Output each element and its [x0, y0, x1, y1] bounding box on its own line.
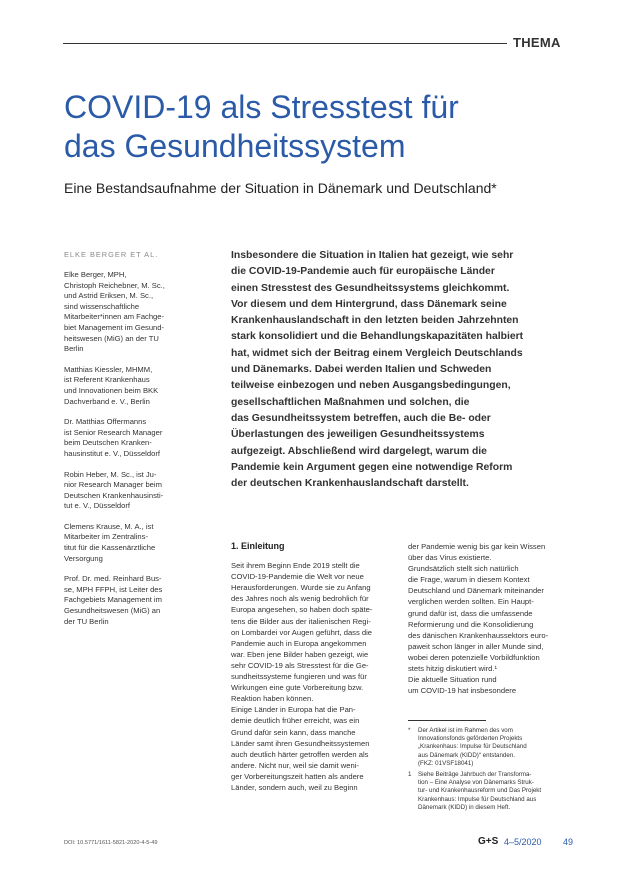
author-line: Mitarbeiter im Zentralins-: [64, 532, 148, 542]
footnote-text: [418, 727, 527, 768]
abstract-line: und Dänemarks. Dabei werden Italien und Schweden: [231, 364, 492, 376]
body-line: ger Vorbereitungszeit hatten als andere: [231, 771, 364, 781]
footnote: [408, 771, 570, 812]
footnote-line: Der Artikel ist im Rahmen des vom: [418, 727, 513, 734]
author-line: se, MPH FFPH, ist Leiter des: [64, 584, 163, 594]
author-line: Versorgung: [64, 553, 103, 563]
abstract-line: teilweise einbezogen und neben Ausgangsbedingungen,: [231, 380, 511, 392]
author-line: Dachverband e. V., Berlin: [64, 396, 150, 406]
abstract-line: der deutschen Krankenhauslandschaft darstellt.: [231, 478, 469, 490]
author-line: Dr. Matthias Offermanns: [64, 417, 147, 427]
body-line: grund dafür ist, dass die umfassende: [408, 608, 533, 618]
author-entry: [64, 365, 194, 407]
author-line: Elke Berger, MPH,: [64, 270, 127, 279]
abstract-line: die COVID-19-Pandemie auch für europäische Länder: [231, 266, 495, 278]
author-line: Clemens Krause, M. A., ist: [64, 521, 154, 531]
body-line: war. Eben jene Bilder haben gezeigt, wie: [231, 649, 369, 659]
footnote: [408, 727, 570, 768]
author-line: Prof. Dr. med. Reinhard Bus-: [64, 574, 162, 584]
body-line: Die aktuelle Situation rund: [408, 675, 497, 685]
header-rule: [63, 43, 507, 44]
author-line: nior Research Manager beim: [64, 480, 162, 490]
author-line: und Innovationen beim BKK: [64, 385, 159, 395]
body-line: die Frage, warum in diesem Kontext: [408, 575, 530, 585]
body-line: Einige Länder in Europa hat die Pan-: [231, 705, 356, 715]
body-line: COVID-19-Pandemie die Welt vor neue: [231, 572, 364, 582]
journal-logo: G+S: [478, 836, 499, 847]
footnote-line: Dänemark (KIDD) in diesem Heft.: [418, 803, 511, 811]
body-line: tens die Bilder aus der italienischen Regi-: [231, 616, 371, 626]
author-line: titut für die Kassenärztliche: [64, 543, 156, 553]
page-number: 49: [563, 837, 574, 847]
footnote-line: (FKZ: 01VSF18041): [418, 759, 474, 767]
author-line: Deutschen Krankenhausinsti-: [64, 490, 164, 500]
abstract-line: einen Stresstest des Gesundheitssystems gleichkommt.: [231, 282, 510, 294]
footnote-line: Siehe Beiträge Jahrbuch der Transforma-: [418, 771, 532, 779]
author-line: tut e. V., Düsseldorf: [64, 501, 130, 511]
author-entry: [64, 470, 194, 512]
body-line: on Lombardei vor Augen geführt, dass die: [231, 627, 372, 637]
abstract-line: Pandemie kein Argument gegen eine notwendige Reform: [231, 461, 513, 473]
body-line: verglichen werden sollten. Ein Haupt-: [408, 597, 534, 607]
abstract-line: hat, widmet sich der Beitrag einem Vergleich Deutschlands: [231, 347, 523, 359]
author-line: ist Referent Krankenhaus: [64, 375, 150, 385]
footnote-line: aus Dänemark (KIDD)“ entstanden.: [418, 751, 515, 759]
abstract-line: Vor diesem und dem Hintergrund, dass Dänemark seine: [231, 298, 507, 310]
footnotes: [408, 727, 570, 815]
author-line: hausinstitut e. V., Düsseldorf: [64, 448, 160, 458]
author-line: biet Management im Gesund-: [64, 322, 165, 332]
author-line: sind wissenschaftliche: [64, 301, 140, 311]
article-subtitle: Eine Bestandsaufnahme der Situation in Dänemark und Deutschland*: [64, 180, 497, 196]
author-line: Christoph Reichebner, M. Sc.,: [64, 280, 165, 290]
body-line: über das Virus existierte.: [408, 553, 492, 563]
author-line: ist Senior Research Manager: [64, 427, 163, 437]
body-line: des Jahres noch als wenig bedrohlich für: [231, 594, 369, 604]
article-title: [64, 88, 584, 166]
author-line: heitswesen (MiG) an der TU: [64, 333, 159, 343]
body-line: Länder, sondern auch, weil zu Beginn: [231, 782, 358, 792]
author-list: [64, 270, 194, 637]
body-column-right: [408, 541, 568, 696]
body-line: paweit schon länger in aller Munde sind,: [408, 641, 544, 651]
body-line: Länder samt ihren Gesundheitssystemen: [231, 738, 370, 748]
body-line: Grund dafür sein kann, dass manche: [231, 727, 356, 737]
body-line: Reaktion haben können.: [231, 694, 314, 704]
abstract-line: stark konsolidiert und die Behandlungskapazitäten halbiert: [231, 331, 524, 343]
abstract-line: das Gesundheitssystem betreffen, auch die Be- oder: [231, 412, 491, 424]
body-line: der Pandemie wenig bis gar kein Wissen: [408, 542, 546, 551]
body-line: Reformierung und die Konsolidierung: [408, 619, 534, 629]
author-line: und Astrid Eriksen, M. Sc.,: [64, 291, 154, 301]
body-line: des dänischen Krankenhaussektors euro-: [408, 630, 549, 640]
author-line: Fachgebiets Management im: [64, 595, 162, 605]
body-line: um COVID-19 hat insbesondere: [408, 686, 517, 696]
body-line: Grundsätzlich stellt sich natürlich: [408, 564, 519, 574]
body-line: stets hitzig diskutiert wird.¹: [408, 664, 498, 674]
section-heading: 1. Einleitung: [231, 541, 285, 551]
body-line: Pandemie auch in Europa angekommen: [231, 638, 367, 648]
footnote-line: Innovationsfonds geförderten Projekts: [418, 735, 523, 743]
title-line: COVID-19 als Stresstest für: [64, 89, 459, 125]
body-line: auch deutlich härter getroffen werden als: [231, 749, 369, 759]
abstract-line: Krankenhauslandschaft in den letzten beiden Jahrzehnten: [231, 315, 519, 327]
body-line: Wirkungen eine gute Vorbereitung bzw.: [231, 683, 364, 693]
author-line: der TU Berlin: [64, 616, 109, 626]
footnote-rule: [408, 720, 486, 721]
issue-number: 4–5/2020: [504, 837, 542, 847]
author-entry: [64, 574, 194, 627]
abstract-line: gesellschaftlichen Maßnahmen und solchen, die: [231, 396, 470, 408]
body-line: Seit ihrem Beginn Ende 2019 stellt die: [231, 561, 360, 571]
abstract-line: Insbesondere die Situation in Italien hat gezeigt, wie sehr: [231, 250, 514, 261]
footnote-line: tur- und Krankenhausreform und Das Projekt: [418, 787, 542, 795]
doi: DOI: 10.5771/1611-5821-2020-4-5-49: [64, 840, 158, 846]
author-entry: [64, 270, 194, 355]
author-entry: [64, 522, 194, 564]
footnote-line: Krankenhaus: Impulse für Deutschland aus: [418, 795, 537, 803]
body-line: sehr COVID-19 als Stresstest für die Ge-: [231, 660, 369, 670]
body-line: Deutschland und Dänemark miteinander: [408, 586, 544, 596]
section-label: THEMA: [513, 35, 561, 50]
body-line: Herausforderungen. Wurde sie zu Anfang: [231, 583, 371, 593]
abstract: [231, 248, 581, 492]
footnote-line: „Krankenhaus: Impulse für Deutschland: [418, 743, 527, 751]
abstract-line: Überlastungen des jeweiligen Gesundheitssystems: [231, 429, 485, 441]
body-line: andere. Nicht nur, weil sie damit weni-: [231, 760, 359, 770]
body-line: Europa angesehen, so haben doch späte-: [231, 605, 373, 615]
footnote-mark: 1: [408, 771, 412, 779]
body-line: sundheitssysteme fungieren und was für: [231, 672, 367, 682]
author-line: Mitarbeiter*innen am Fachge-: [64, 312, 165, 322]
author-line: Berlin: [64, 344, 84, 354]
footnote-line: tion – Eine Analyse von Dänemarks Struk-: [418, 779, 534, 787]
author-header: ELKE BERGER ET AL.: [64, 250, 159, 259]
author-line: Robin Heber, M. Sc., ist Ju-: [64, 469, 157, 479]
author-line: Matthias Kiessler, MHMM,: [64, 364, 153, 374]
abstract-line: aufgezeigt. Abschließend wird dargelegt, warum die: [231, 445, 487, 457]
body-line: wobei deren potenzielle Vorbildfunktion: [408, 652, 540, 662]
body-line: demie deutlich früher erreicht, was ein: [231, 716, 360, 726]
footnote-text: [418, 771, 541, 812]
footnote-mark: *: [408, 727, 411, 734]
body-column-left: [231, 541, 393, 793]
title-line: das Gesundheitssystem: [64, 128, 406, 164]
author-line: beim Deutschen Kranken-: [64, 438, 152, 448]
author-entry: [64, 417, 194, 459]
author-line: Gesundheitswesen (MiG) an: [64, 606, 161, 616]
